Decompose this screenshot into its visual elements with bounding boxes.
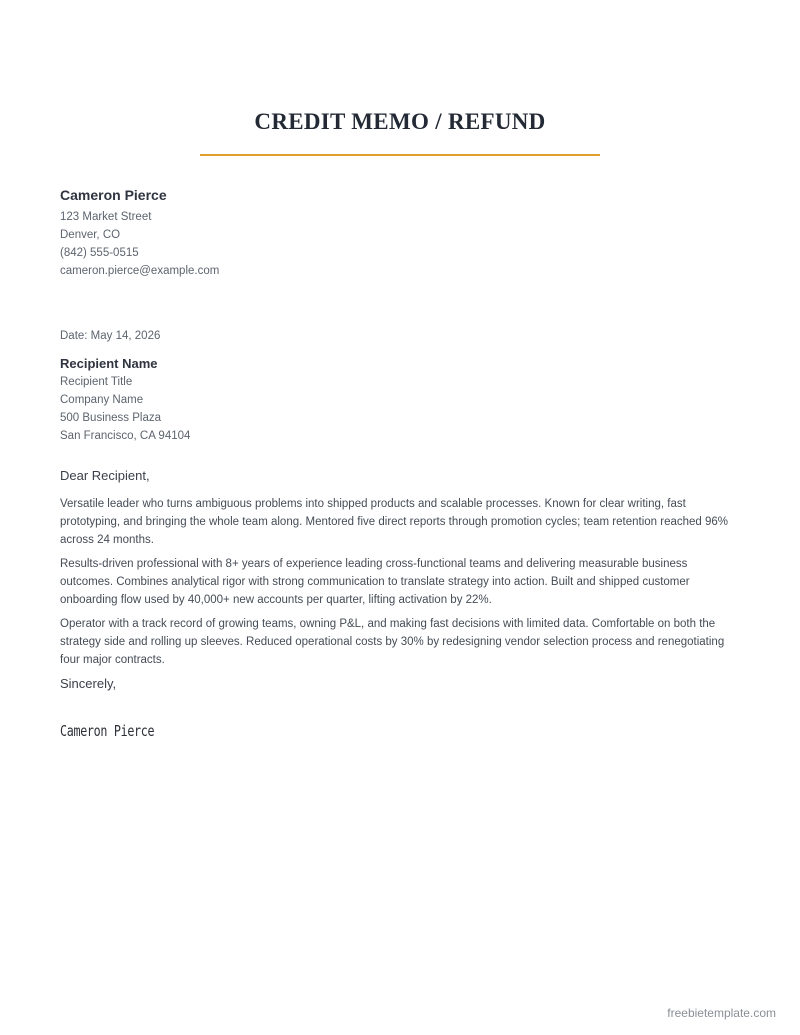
salutation: Dear Recipient, — [60, 468, 150, 483]
sender-phone: (842) 555-0515 — [60, 247, 139, 259]
sender-email: cameron.pierce@example.com — [60, 265, 220, 277]
recipient-name: Recipient Name — [60, 356, 158, 371]
letter-date: Date: May 14, 2026 — [60, 330, 161, 342]
recipient-city: San Francisco, CA 94104 — [60, 430, 191, 442]
body-paragraph: Versatile leader who turns ambiguous problems into shipped products and scalable processes. Known for clear writing, fast prototyping, and bringing the whole team along. Mentored five direct reports through promotion cycles; team retention reached 96% across 24 months. — [60, 498, 729, 546]
recipient-street: 500 Business Plaza — [60, 412, 162, 424]
letter-body — [60, 495, 736, 675]
recipient-company: Company Name — [60, 394, 144, 406]
sender-block — [60, 185, 740, 280]
title-divider — [200, 154, 600, 156]
document-title: CREDIT MEMO / REFUND — [254, 109, 546, 134]
body-paragraph: Results-driven professional with 8+ years of experience leading cross-functional teams and delivering measurable business outcomes. Combines analytical rigor with strong communication to translate strategy into action. Built and shipped customer onboarding flow used by 40,000+ new accounts per quarter, lifting activation by 22%. — [60, 558, 690, 606]
sender-name: Cameron Pierce — [60, 187, 167, 203]
signature: Cameron Pierce — [60, 722, 155, 740]
recipient-block — [60, 354, 740, 445]
recipient-title: Recipient Title — [60, 376, 133, 388]
sender-street: 123 Market Street — [60, 211, 152, 223]
footer-watermark: freebietemplate.com — [667, 1006, 776, 1020]
sender-city: Denver, CO — [60, 229, 121, 241]
closing: Sincerely, — [60, 676, 117, 691]
body-paragraph: Operator with a track record of growing teams, owning P&L, and making fast decisions with limited data. Comfortable on both the strategy side and rolling up sleeves. Reduced operational costs by 30% by redesigning vendor selection process and renegotiating four major contracts. — [60, 618, 725, 666]
